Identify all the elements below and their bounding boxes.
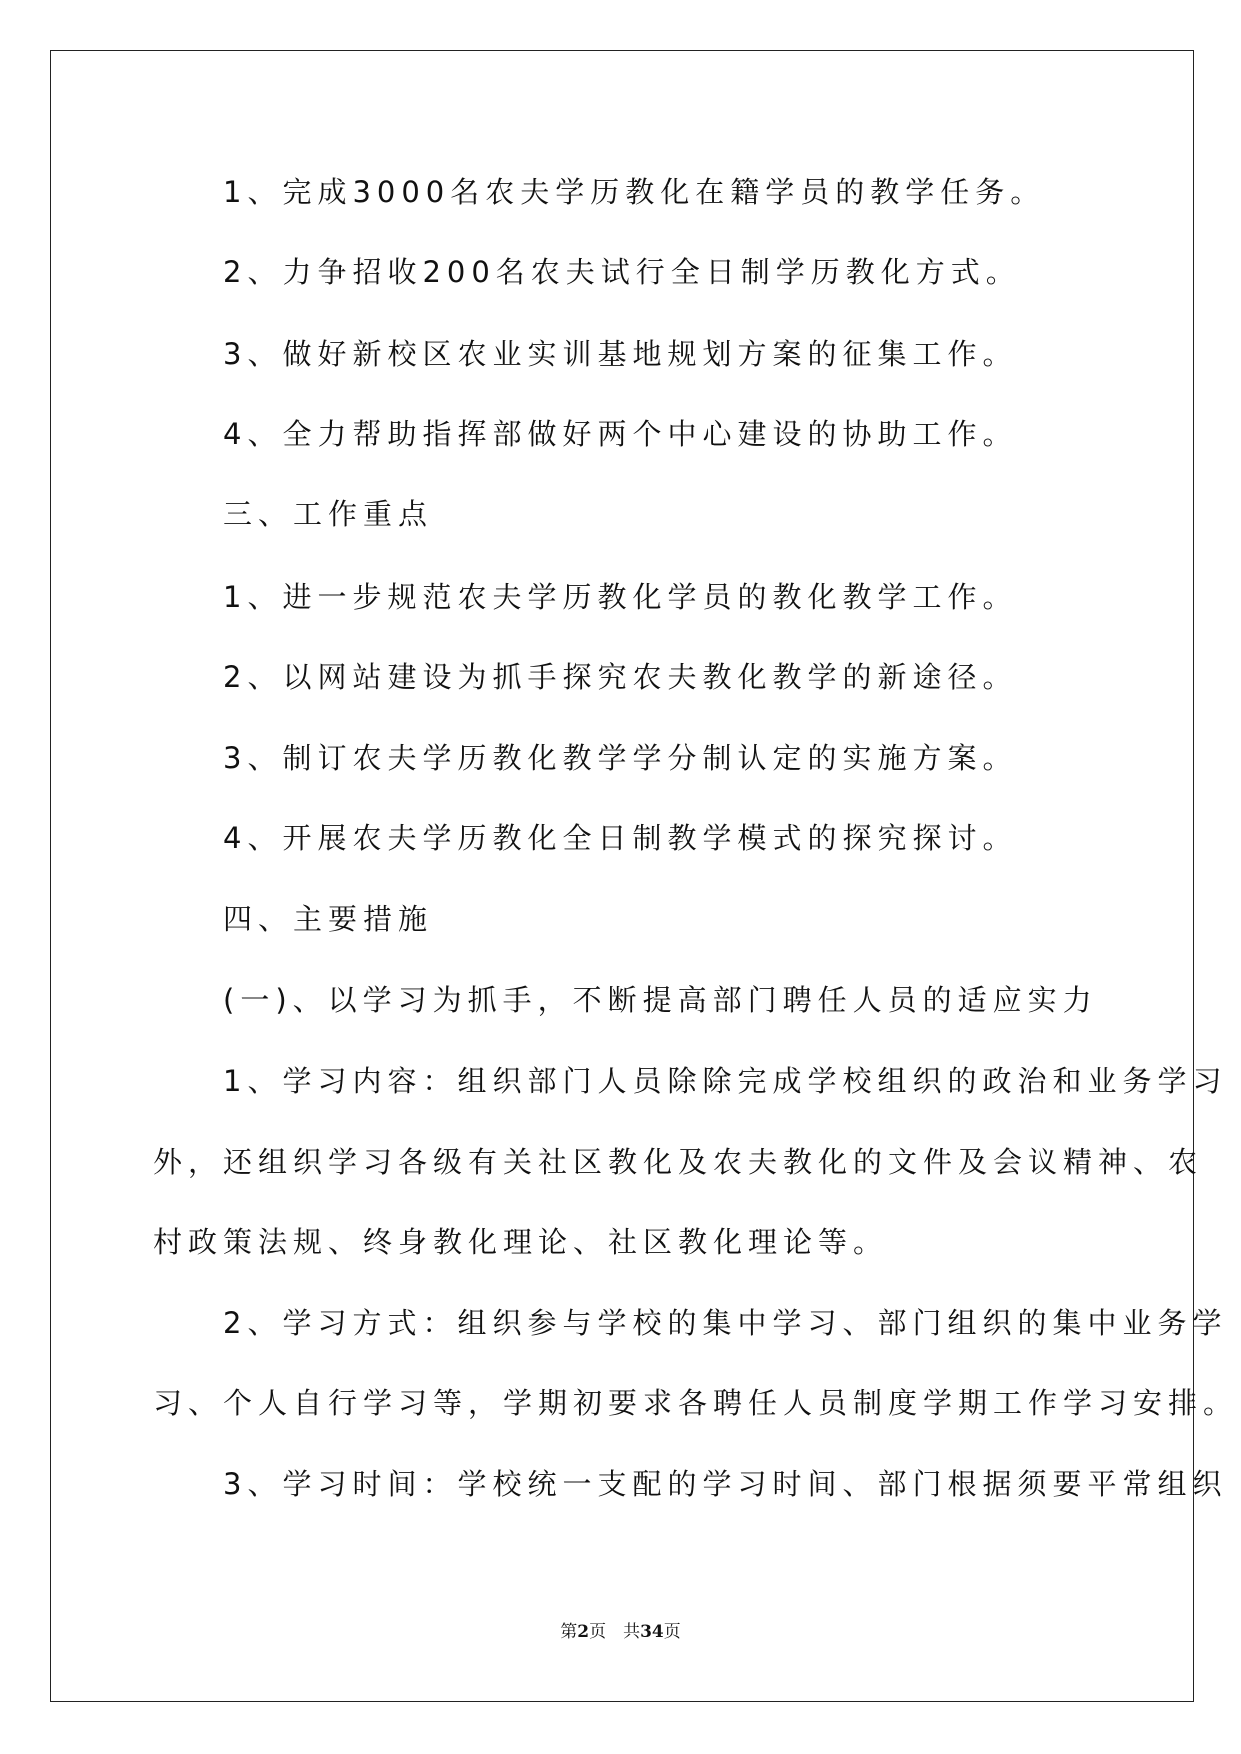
subsection-heading: (一)、以学习为抓手，不断提高部门聘任人员的适应实力: [153, 983, 1098, 1017]
text-line: 3、做好新校区农业实训基地规划方案的征集工作。: [153, 337, 1018, 371]
page-current: 2: [577, 1622, 590, 1642]
text-line: 1、学习内容：组织部门人员除除完成学校组织的政治和业务学习: [153, 1064, 1228, 1098]
text-line: 2、力争招收200名农夫试行全日制学历教化方式。: [153, 255, 1021, 289]
text-line: 村政策法规、终身教化理论、社区教化理论等。: [153, 1225, 889, 1259]
text-line: 2、学习方式：组织参与学校的集中学习、部门组织的集中业务学: [153, 1306, 1228, 1340]
text-line: 外，还组织学习各级有关社区教化及农夫教化的文件及会议精神、农: [153, 1145, 1204, 1179]
text-line: 4、全力帮助指挥部做好两个中心建设的协助工作。: [153, 417, 1018, 451]
page-total: 34: [640, 1622, 664, 1642]
section-heading: 四、主要措施: [153, 902, 434, 936]
text-line: 习、个人自行学习等，学期初要求各聘任人员制度学期工作学习安排。: [153, 1386, 1239, 1420]
text-line: 1、进一步规范农夫学历教化学员的教化教学工作。: [153, 580, 1018, 614]
text-line: 3、制订农夫学历教化教学学分制认定的实施方案。: [153, 741, 1018, 775]
page-prefix: 第: [560, 1622, 578, 1642]
text-line: 1、完成3000名农夫学历教化在籍学员的教学任务。: [153, 175, 1046, 209]
page-mid: 页 共: [589, 1622, 641, 1642]
page-border: [50, 50, 1194, 1702]
text-line: 2、以网站建设为抓手探究农夫教化教学的新途径。: [153, 660, 1018, 694]
text-line: 3、学习时间：学校统一支配的学习时间、部门根据须要平常组织: [153, 1467, 1228, 1501]
text-line: 4、开展农夫学历教化全日制教学模式的探究探讨。: [153, 821, 1018, 855]
page-footer: [0, 1617, 1241, 1642]
section-heading: 三、工作重点: [153, 497, 434, 531]
page-suffix: 页: [663, 1622, 681, 1642]
